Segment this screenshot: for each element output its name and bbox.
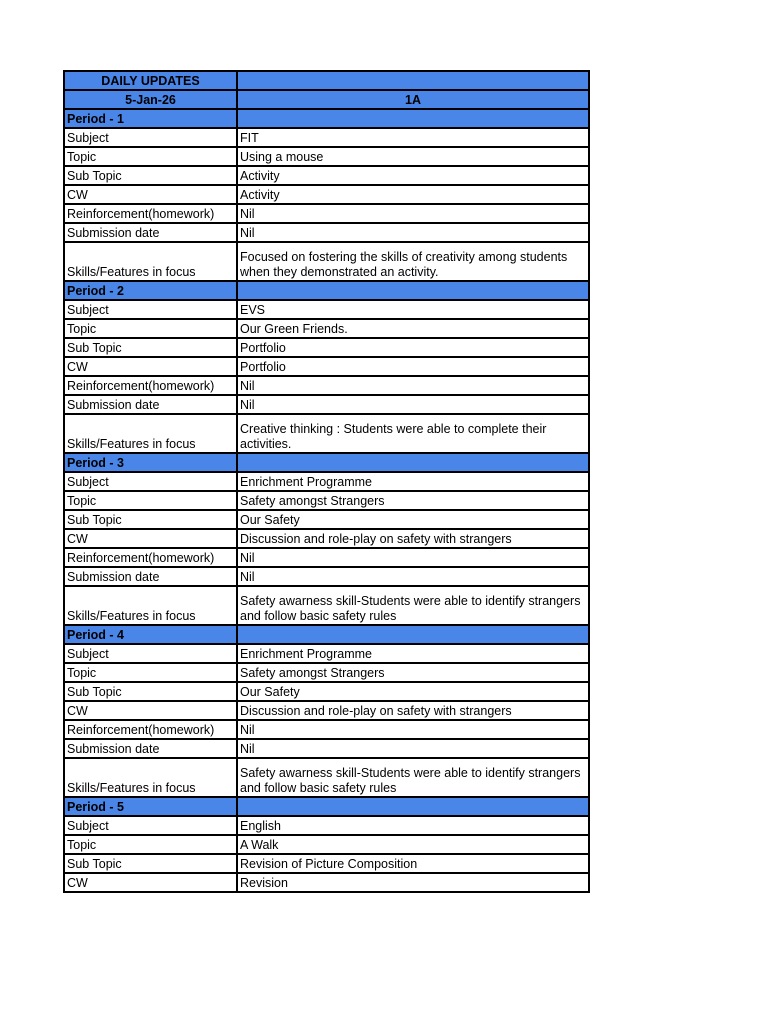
header-title-row (64, 71, 589, 90)
table-row (64, 663, 589, 682)
field-label: Skills/Features in focus (64, 586, 237, 625)
field-value: Nil (237, 376, 589, 395)
field-value: Focused on fostering the skills of creativity among students when they demonstrated an activity. (237, 242, 589, 281)
table-row (64, 472, 589, 491)
table-row (64, 395, 589, 414)
table-row (64, 242, 589, 281)
field-value: Safety amongst Strangers (237, 491, 589, 510)
field-label: Topic (64, 491, 237, 510)
field-label: Topic (64, 147, 237, 166)
field-value: Nil (237, 720, 589, 739)
field-value: Nil (237, 567, 589, 586)
field-label: Subject (64, 300, 237, 319)
period-header-row (64, 625, 589, 644)
field-label: Subject (64, 816, 237, 835)
field-value: FIT (237, 128, 589, 147)
table-row (64, 147, 589, 166)
table-row (64, 720, 589, 739)
table-row (64, 586, 589, 625)
field-label: Skills/Features in focus (64, 242, 237, 281)
field-value: Revision (237, 873, 589, 892)
field-value: Revision of Picture Composition (237, 854, 589, 873)
table-row (64, 338, 589, 357)
field-value: A Walk (237, 835, 589, 854)
field-label: Topic (64, 835, 237, 854)
field-value: Enrichment Programme (237, 644, 589, 663)
period-header-row (64, 453, 589, 472)
table-row (64, 376, 589, 395)
table-row (64, 873, 589, 892)
field-value: Using a mouse (237, 147, 589, 166)
field-value: Safety awarness skill-Students were able to identify strangers and follow basic safety rules (237, 758, 589, 797)
table-row (64, 835, 589, 854)
table-row (64, 758, 589, 797)
field-value: Enrichment Programme (237, 472, 589, 491)
table-row (64, 816, 589, 835)
field-label: CW (64, 185, 237, 204)
field-value: Nil (237, 204, 589, 223)
field-value: Nil (237, 395, 589, 414)
header-class: 1A (237, 90, 589, 109)
period-label: Period - 3 (64, 453, 237, 472)
header-date-row (64, 90, 589, 109)
table-row (64, 529, 589, 548)
field-label: Subject (64, 128, 237, 147)
field-label: Sub Topic (64, 510, 237, 529)
field-label: CW (64, 529, 237, 548)
field-value: Discussion and role-play on safety with strangers (237, 529, 589, 548)
field-label: CW (64, 701, 237, 720)
field-label: Submission date (64, 567, 237, 586)
table-row (64, 548, 589, 567)
table-body (64, 71, 589, 892)
field-label: CW (64, 873, 237, 892)
table-row (64, 166, 589, 185)
field-value: Discussion and role-play on safety with strangers (237, 701, 589, 720)
period-blank-cell (237, 453, 589, 472)
header-blank-cell (237, 71, 589, 90)
field-value: Nil (237, 223, 589, 242)
table-row (64, 300, 589, 319)
field-label: Submission date (64, 395, 237, 414)
field-value: Nil (237, 548, 589, 567)
field-label: Sub Topic (64, 166, 237, 185)
table-row (64, 491, 589, 510)
field-value: Creative thinking : Students were able to complete their activities. (237, 414, 589, 453)
field-label: Topic (64, 663, 237, 682)
field-value: EVS (237, 300, 589, 319)
field-label: Skills/Features in focus (64, 758, 237, 797)
table-row (64, 357, 589, 376)
field-label: Reinforcement(homework) (64, 548, 237, 567)
field-value: Activity (237, 185, 589, 204)
period-header-row (64, 281, 589, 300)
field-value: English (237, 816, 589, 835)
field-label: Sub Topic (64, 854, 237, 873)
table-row (64, 567, 589, 586)
field-value: Safety awarness skill-Students were able to identify strangers and follow basic safety rules (237, 586, 589, 625)
period-header-row (64, 797, 589, 816)
period-label: Period - 1 (64, 109, 237, 128)
period-blank-cell (237, 625, 589, 644)
period-header-row (64, 109, 589, 128)
field-value: Nil (237, 739, 589, 758)
field-label: Subject (64, 644, 237, 663)
field-value: Portfolio (237, 338, 589, 357)
table-row (64, 319, 589, 338)
field-label: Skills/Features in focus (64, 414, 237, 453)
period-blank-cell (237, 797, 589, 816)
period-label: Period - 5 (64, 797, 237, 816)
table-row (64, 223, 589, 242)
table-row (64, 739, 589, 758)
field-label: Subject (64, 472, 237, 491)
table-row (64, 644, 589, 663)
period-blank-cell (237, 109, 589, 128)
table-row (64, 510, 589, 529)
table-row (64, 204, 589, 223)
table-row (64, 854, 589, 873)
field-label: Topic (64, 319, 237, 338)
field-label: Reinforcement(homework) (64, 204, 237, 223)
field-label: Submission date (64, 739, 237, 758)
field-value: Activity (237, 166, 589, 185)
header-title: DAILY UPDATES (64, 71, 237, 90)
header-date: 5-Jan-26 (64, 90, 237, 109)
daily-updates-table (63, 70, 590, 893)
field-value: Our Safety (237, 510, 589, 529)
field-label: Submission date (64, 223, 237, 242)
field-value: Our Green Friends. (237, 319, 589, 338)
field-value: Our Safety (237, 682, 589, 701)
field-label: Reinforcement(homework) (64, 720, 237, 739)
field-label: Sub Topic (64, 338, 237, 357)
field-label: CW (64, 357, 237, 376)
period-label: Period - 4 (64, 625, 237, 644)
table-row (64, 128, 589, 147)
table-row (64, 682, 589, 701)
table-row (64, 185, 589, 204)
table-row (64, 414, 589, 453)
period-label: Period - 2 (64, 281, 237, 300)
field-value: Safety amongst Strangers (237, 663, 589, 682)
table-row (64, 701, 589, 720)
field-label: Sub Topic (64, 682, 237, 701)
field-value: Portfolio (237, 357, 589, 376)
period-blank-cell (237, 281, 589, 300)
field-label: Reinforcement(homework) (64, 376, 237, 395)
